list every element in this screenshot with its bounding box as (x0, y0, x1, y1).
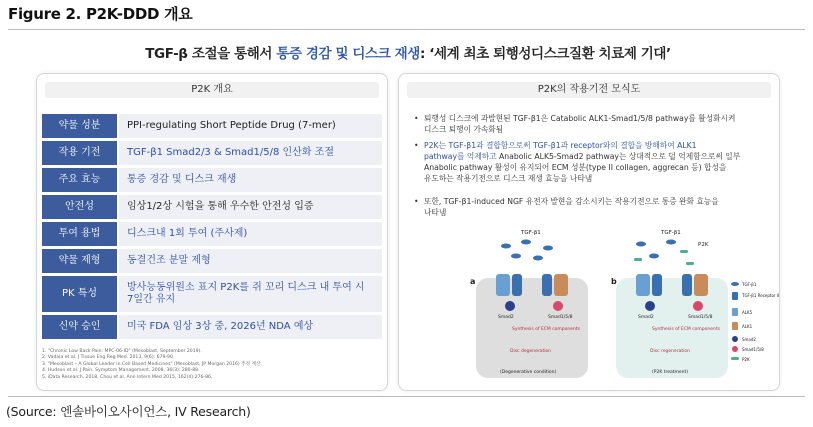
row-value: 임상1/2상 시험을 통해 우수한 안전성 입증 (119, 195, 382, 219)
disc-b-label: Disc regeneration (650, 349, 690, 354)
condition-a-label: (Degenerative condition) (500, 370, 557, 375)
table-row (42, 276, 382, 312)
mechanism-bullet-3: • 또한, TGF-β1-induced NGF 유전자 발현을 감소시키는 작용기전으로 통증 완화 효능을 나타냄 (414, 196, 780, 218)
row-label: 안전성 (42, 195, 117, 219)
reference-item: 2. Vadala et al. J Tissue Eng Reg Med. 2013, 9(6): 679-90. (42, 355, 175, 361)
legend-item: TGF-β1 (742, 282, 757, 287)
slide-title-pre: TGF-β 조절을 통해서 (145, 46, 277, 62)
slide-title-highlight: 통증 경감 및 디스크 재생 (276, 46, 420, 62)
row-label: PK 특성 (42, 276, 117, 312)
row-label: 약물 성분 (42, 114, 117, 138)
reference-item: 5. iData Research, 2018, Chou et al. Ann Intern Med 2015, 162(4):276-86. (42, 374, 213, 380)
p2k-peptides (634, 250, 694, 265)
row-label: 주요 효능 (42, 168, 117, 192)
panel-a-letter: a (470, 277, 476, 286)
row-label: 투여 용법 (42, 222, 117, 246)
p2k-overview-header: P2K 개요 (45, 82, 379, 98)
smad158-b (693, 301, 703, 311)
overview-table (42, 114, 382, 342)
row-value: PPI-regulating Short Peptide Drug (7-mer) (119, 114, 382, 138)
smad2-a-label: Smad2 (498, 315, 514, 320)
references (42, 349, 382, 381)
tgf-ligands-b (636, 240, 676, 259)
smad158-b-label: Smad1/5/8 (688, 315, 713, 320)
slide-title (36, 42, 780, 62)
mechanism-bullet-2 (414, 140, 780, 184)
row-label: 약물 제형 (42, 249, 117, 273)
figure-title: Figure 2. P2K-DDD 개요 (8, 5, 193, 23)
row-value: 미국 FDA 임상 3상 중, 2026년 NDA 예상 (119, 315, 382, 339)
row-label: 신약 승인 (42, 315, 117, 339)
smad2-b (645, 301, 655, 311)
legend-item: TGF-β1 Receptor II (742, 293, 780, 298)
ecm-a-label: Synthesis of ECM components (512, 327, 580, 332)
table-row (42, 168, 382, 192)
slide (36, 38, 780, 393)
panel-b-letter: b (611, 277, 617, 286)
table-row (42, 222, 382, 246)
legend-item: ALK1 (742, 324, 753, 329)
legend-item: Smad2 (742, 337, 756, 342)
bottom-rule (8, 396, 805, 397)
top-rule (8, 29, 805, 30)
row-value: TGF-β1 Smad2/3 & Smad1/5/8 인산화 조절 (119, 141, 382, 165)
row-value: 동결건조 분말 제형 (119, 249, 382, 273)
table-row (42, 315, 382, 339)
legend-item: Smad1/5/8 (742, 347, 764, 352)
row-value: 디스크내 1회 투여 (주사제) (119, 222, 382, 246)
row-value: 방사능동위원소 표지 P2K를 쥐 꼬리 디스크 내 투여 시 7일간 유지 (119, 276, 382, 312)
tgf-label-b: TGF-β1 (661, 230, 681, 236)
table-row (42, 114, 382, 138)
tgf-ligands-a (501, 240, 553, 261)
table-row (42, 249, 382, 273)
table-row (42, 141, 382, 165)
mechanism-bullet-1: • 퇴행성 디스크에 과발현된 TGF-β1은 Catabolic ALK1-Smad1/5/8 pathway를 활성화시켜 디스크 퇴행이 가속화됨 (414, 113, 780, 135)
smad2-a (505, 301, 515, 311)
bullet-2-rest: Anabolic ALK5-Smad2 pathway는 상대적으로 덜 억제함으로써 일부 Anabolic pathway 활성이 유지되어 ECM 성분(type II collagen, aggrecan 등) 합성을 유도하는 작용기전으로 디스크 재생 효능을 나타냄 (424, 152, 741, 183)
smad158-a-label: Smad1/5/8 (548, 315, 573, 320)
p2k-label: P2K (698, 242, 709, 248)
reference-item: 3. "Mesoblast – A Global Leader in Cell Based Medicines" (Mesoblast, JP Morgan 2016) 추정 계산. (42, 361, 262, 367)
ecm-b-label: Synthesis of ECM components (652, 327, 720, 332)
condition-b-label: (P2K treatment) (652, 370, 689, 375)
tgf-label-a: TGF-β1 (521, 230, 541, 236)
legend-item: ALK5 (742, 310, 753, 315)
disc-a-label: Disc degeneration (510, 349, 552, 354)
row-label: 작용 기전 (42, 141, 117, 165)
mechanism-diagram (466, 226, 780, 386)
slide-title-post: : ‘세계 최초 퇴행성디스크질환 치료제 기대’ (419, 46, 671, 62)
mechanism-header: P2K의 작용기전 모식도 (407, 82, 771, 98)
reference-item: 4. Hudson et al. J Pain. Symptom Management, 2008, 36(3): 280-88. (42, 368, 200, 374)
smad2-b-label: Smad2 (638, 315, 654, 320)
smad158-a (553, 301, 563, 311)
table-row (42, 195, 382, 219)
row-value: 통증 경감 및 디스크 재생 (119, 168, 382, 192)
bullet-2-key: P2K는 TGF-β1과 결합함으로써 TGF-β1과 receptor와의 결합을 방해하여 ALK1 pathway를 억제하고 (424, 141, 697, 161)
legend-item: P2K (742, 357, 750, 362)
source-note: (Source: 엔솔바이오사이언스, IV Research) (6, 404, 251, 419)
reference-item: 1. "Chronic Low Back Pain: MPC-06-ID" (Mesoblast, September 2019). (42, 349, 202, 354)
